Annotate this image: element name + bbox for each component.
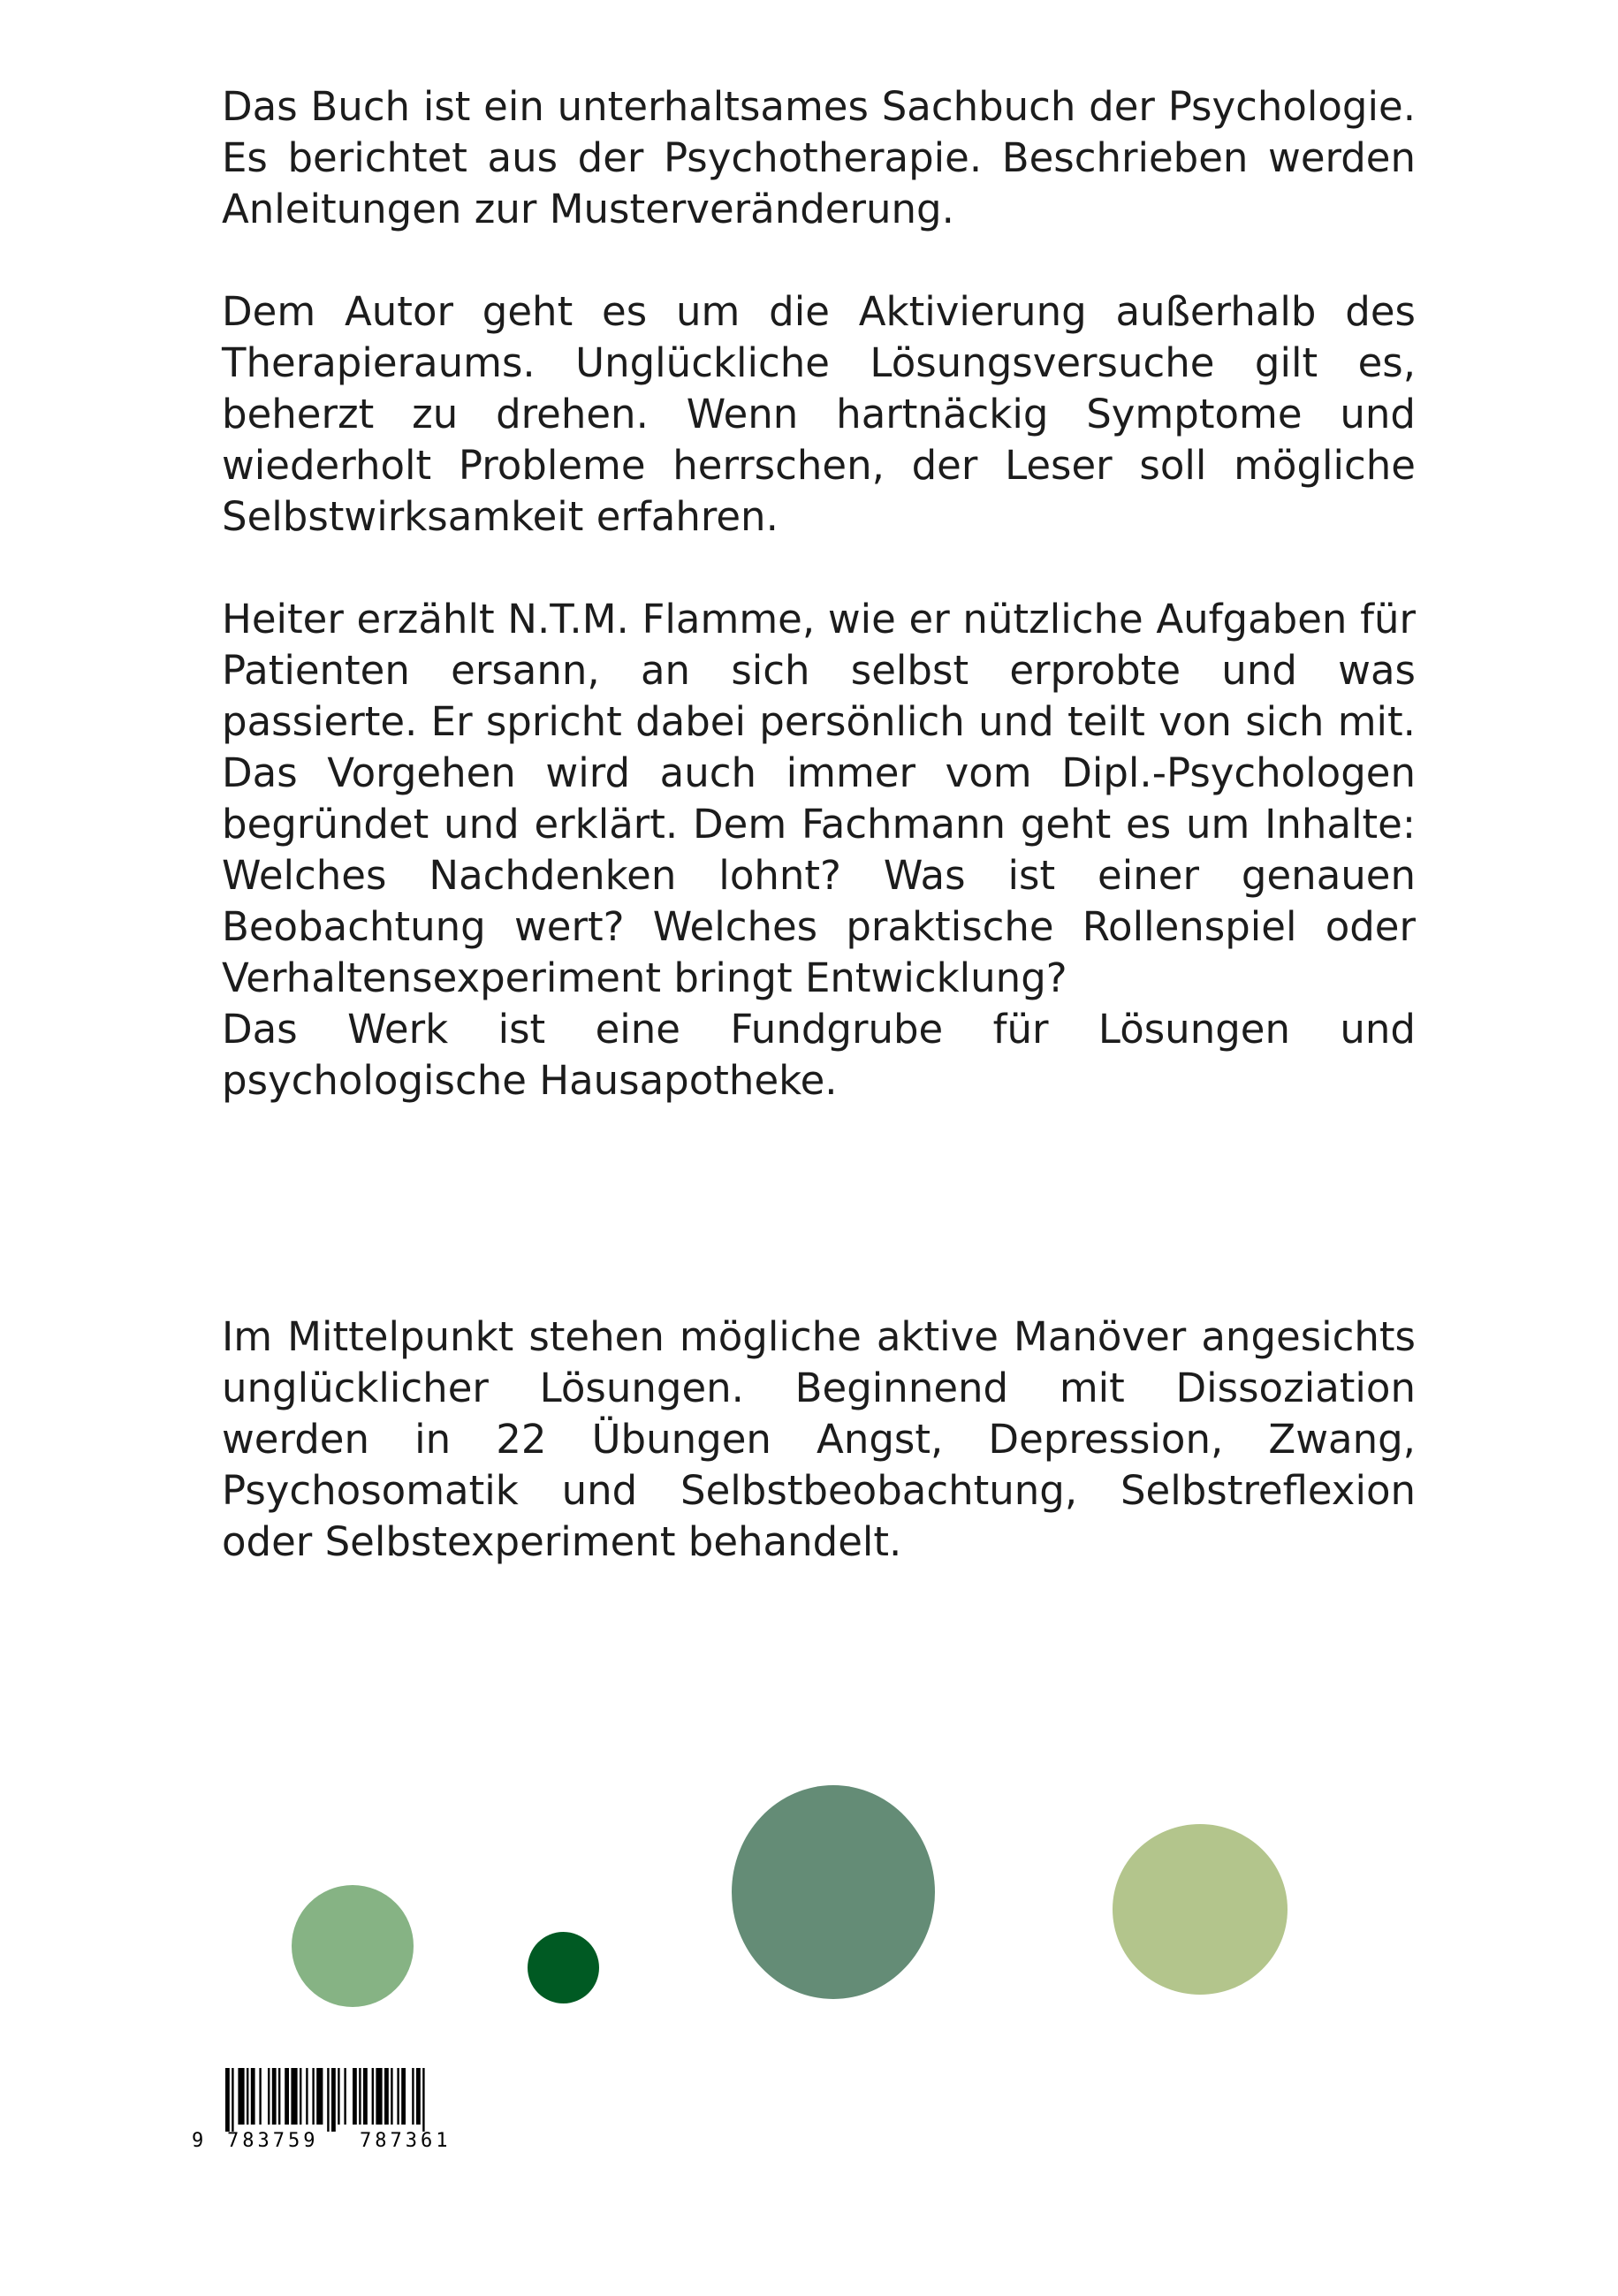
barcode-bar <box>306 2068 308 2125</box>
barcode-bar <box>312 2068 314 2125</box>
barcode-bar <box>363 2068 368 2125</box>
back-cover-text-top <box>222 81 1416 1106</box>
barcode-bar <box>422 2068 424 2132</box>
blurb-paragraph-2: Dem Autor geht es um die Aktivierung außerhalb des Therapieraums. Unglückliche Lösungsversuche gilt es, beherzt zu drehen. Wenn hartnäckig Symptome und wiederholt Probleme herrschen, der Leser soll mögliche Selbstwirksamkeit erfahren. <box>222 288 1416 540</box>
blurb-paragraph-1: Das Buch ist ein unterhaltsames Sachbuch der Psychologie. Es berichtet aus der Psychotherapie. Beschrieben werden Anleitungen zur Musterveränderung. <box>222 83 1416 232</box>
barcode-bar <box>327 2068 329 2132</box>
barcode-bar <box>251 2068 255 2125</box>
barcode-bar <box>278 2068 280 2125</box>
barcode-bar <box>391 2068 392 2125</box>
decor-circle-olive-green <box>1113 1824 1288 1995</box>
barcode-bar <box>316 2068 323 2125</box>
decor-circle-dark-green <box>528 1932 599 2003</box>
barcode-bar <box>331 2068 336 2132</box>
barcode-bar <box>372 2068 374 2125</box>
barcode-bar <box>291 2068 297 2125</box>
barcode-bar <box>359 2068 361 2125</box>
barcode-bar <box>285 2068 289 2125</box>
barcode-bar <box>238 2068 244 2125</box>
barcode-bar <box>232 2068 233 2132</box>
barcode-bar <box>401 2068 406 2125</box>
barcode-bar <box>353 2068 357 2125</box>
barcode-digits-right: 787361 <box>360 2130 452 2148</box>
decor-circle-light-green <box>292 1885 414 2007</box>
barcode-first-digit: 9 <box>192 2130 204 2148</box>
isbn-barcode <box>190 2068 490 2148</box>
barcode-bar <box>272 2068 277 2125</box>
barcode-graphic <box>190 2068 490 2148</box>
barcode-bar <box>225 2068 230 2132</box>
blurb-paragraph-5: Im Mittelpunkt stehen mögliche aktive Manöver angesichts unglücklicher Lösungen. Beginnend mit Dissoziation werden in 22 Übungen Angst, Depression, Zwang, Psychosomatik und Selbstbeobachtung, Selbstreflexion oder Selbstexperiment behandelt. <box>222 1313 1416 1565</box>
barcode-bar <box>338 2068 339 2125</box>
barcode-bar <box>397 2068 399 2125</box>
barcode-bar <box>300 2068 301 2125</box>
barcode-bar <box>344 2068 346 2125</box>
barcode-bar <box>259 2068 261 2125</box>
barcode-bar <box>384 2068 389 2125</box>
blurb-paragraph-4: Das Werk ist eine Fundgrube für Lösungen und psychologische Hausapotheke. <box>222 1006 1416 1104</box>
barcode-bar <box>247 2068 248 2125</box>
barcode-bar <box>416 2068 421 2125</box>
blurb-paragraph-3: Heiter erzählt N.T.M. Flamme, wie er nützliche Aufgaben für Patienten ersann, an sich selbst erprobte und was passierte. Er spricht dabei persönlich und teilt von sich mit. Das Vorgehen wird auch immer vom Dipl.-Psychologen begründet und erklärt. Dem Fachmann geht es um Inhalte: Welches Nachdenken lohnt? Was ist einer genauen Beobachtung wert? Welches praktische Rollenspiel oder Verhaltensexperiment bringt Entwicklung? <box>222 596 1416 1001</box>
back-cover-text-bottom <box>222 1311 1416 1568</box>
barcode-bar <box>376 2068 382 2125</box>
barcode-bar <box>268 2068 270 2125</box>
barcode-bar <box>412 2068 414 2125</box>
decor-circle-teal-green <box>732 1785 935 1999</box>
barcode-digits-left: 783759 <box>227 2130 319 2148</box>
